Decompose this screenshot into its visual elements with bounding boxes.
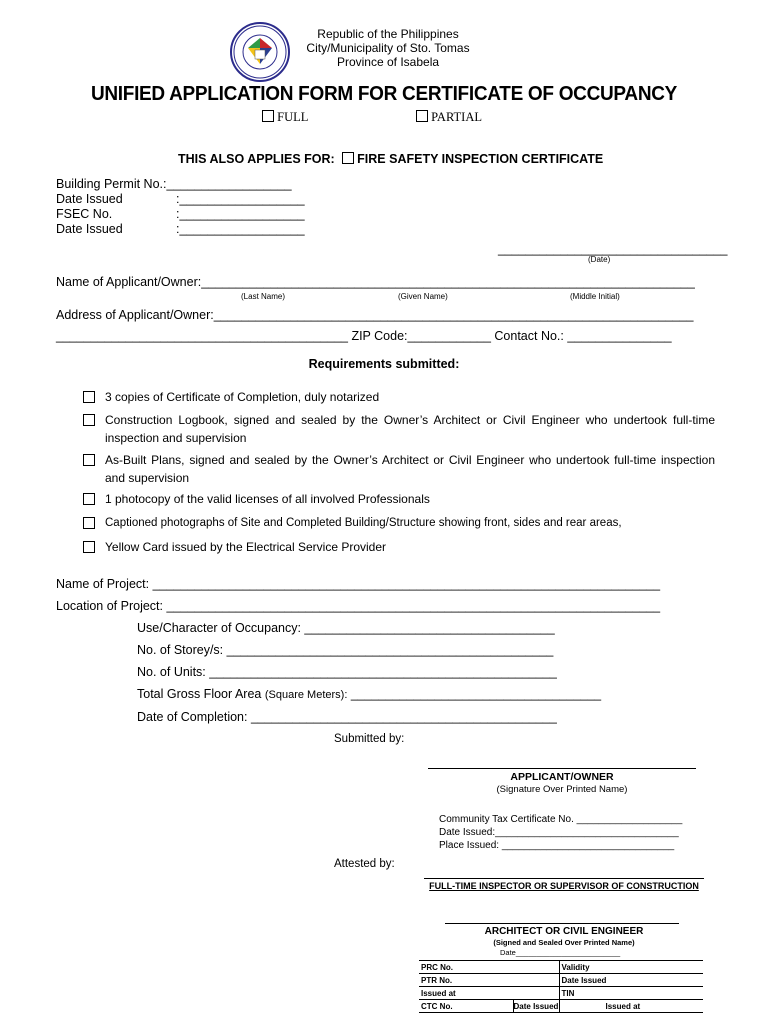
gross-floor-area-field[interactable] xyxy=(137,687,601,701)
prc-cell[interactable]: PRC No. xyxy=(419,961,559,974)
inspector-label: FULL-TIME INSPECTOR OR SUPERVISOR OF CONSTRUCTION xyxy=(429,881,699,891)
fsic-label: FIRE SAFETY INSPECTION CERTIFICATE xyxy=(357,152,604,166)
signed-sealed-caption: (Signed and Sealed Over Printed Name) xyxy=(493,938,635,947)
requirement-checkbox[interactable] xyxy=(83,414,95,426)
partial-label: PARTIAL xyxy=(431,110,483,124)
requirement-item[interactable]: 3 copies of Certificate of Completion, duly notarized xyxy=(83,388,715,406)
validity-cell[interactable]: Validity xyxy=(559,961,703,974)
ctc-issued-at-label: Issued at xyxy=(605,1001,641,1011)
units-field[interactable]: No. of Units: __________________________________________________ xyxy=(137,665,557,679)
municipal-seal xyxy=(230,22,290,82)
full-label: FULL xyxy=(277,110,309,124)
completion-date-field[interactable]: Date of Completion: ____________________________________________ xyxy=(137,710,557,724)
requirement-item[interactable]: Yellow Card issued by the Electrical Service Provider xyxy=(83,538,715,556)
gfa-label: Total Gross Floor Area xyxy=(137,687,262,701)
requirement-checkbox[interactable] xyxy=(83,391,95,403)
requirement-item[interactable]: Construction Logbook, signed and sealed by the Owner’s Architect or Civil Engineer who undertook full-time inspection and supervision xyxy=(83,411,715,447)
issued-at-cell[interactable]: Issued at xyxy=(419,987,559,1000)
table-row xyxy=(419,974,703,987)
fsec-field[interactable]: :__________________ xyxy=(176,207,305,221)
project-location-field[interactable]: Location of Project: _______________________________________________________________________ xyxy=(56,599,661,613)
architect-signature-line[interactable] xyxy=(445,923,679,924)
applicant-signature-line[interactable] xyxy=(428,768,696,769)
requirement-item[interactable]: 1 photocopy of the valid licenses of all involved Professionals xyxy=(83,490,715,508)
seal-emblem-icon xyxy=(232,24,288,80)
fsec-label: FSEC No. xyxy=(56,207,113,221)
date-caption: (Date) xyxy=(588,255,611,264)
ptr-date-cell[interactable]: Date Issued xyxy=(559,974,703,987)
header-province: Province of Isabela xyxy=(336,55,440,69)
full-checkbox[interactable] xyxy=(262,110,274,122)
ctc-place-issued-field[interactable]: Place Issued: _______________________________ xyxy=(439,840,675,851)
full-option[interactable] xyxy=(262,110,308,125)
ctc-issued-at-cell[interactable] xyxy=(559,1000,703,1013)
license-table xyxy=(419,960,703,1013)
date-issued-1-label: Date Issued xyxy=(56,192,123,206)
tin-cell[interactable]: TIN xyxy=(559,987,703,1000)
project-name-field[interactable]: Name of Project: _________________________________________________________________________ xyxy=(56,577,661,591)
submitted-by-label: Submitted by: xyxy=(334,733,405,745)
requirement-checkbox[interactable] xyxy=(83,541,95,553)
ctc-date-issued-field[interactable]: Date Issued:_________________________________ xyxy=(439,827,679,838)
gfa-line: ____________________________________ xyxy=(350,687,602,701)
zip-contact-field[interactable]: __________________________________________ ZIP Code:____________ Contact No.: _______________ xyxy=(56,329,672,343)
ctc-date-label: Date Issued xyxy=(513,1001,559,1011)
partial-option[interactable] xyxy=(416,110,482,125)
ctc-field[interactable]: Community Tax Certificate No. ___________________ xyxy=(439,814,683,825)
inspector-signature-line[interactable] xyxy=(424,878,704,879)
requirements-heading: Requirements submitted: xyxy=(308,357,460,371)
header-republic: Republic of the Philippines xyxy=(317,27,459,41)
applicant-address-field[interactable]: Address of Applicant/Owner:_____________________________________________________________________ xyxy=(56,308,694,322)
occupancy-use-field[interactable]: Use/Character of Occupancy: ____________________________________ xyxy=(137,621,555,635)
gfa-unit: (Square Meters): xyxy=(264,689,348,701)
requirement-item[interactable]: Captioned photographs of Site and Completed Building/Structure showing front, sides and rear areas, xyxy=(83,514,715,532)
building-permit-field[interactable]: Building Permit No.:__________________ xyxy=(56,177,292,191)
given-name-caption: (Given Name) xyxy=(398,292,448,301)
requirement-item[interactable]: As-Built Plans, signed and sealed by the Owner’s Architect or Civil Engineer who undertook full-time inspection and supervision xyxy=(83,451,715,487)
date-issued-2-field[interactable]: :__________________ xyxy=(176,222,305,236)
ctc-no-cell[interactable]: CTC No. xyxy=(419,1000,513,1013)
applicant-name-field[interactable]: Name of Applicant/Owner:_______________________________________________________________________ xyxy=(56,275,695,289)
fsic-checkbox[interactable] xyxy=(342,152,354,164)
ctc-date-cell[interactable] xyxy=(513,1000,559,1013)
storeys-field[interactable]: No. of Storey/s: _______________________________________________ xyxy=(137,643,554,657)
architect-label: ARCHITECT OR CIVIL ENGINEER xyxy=(484,926,644,937)
partial-checkbox[interactable] xyxy=(416,110,428,122)
last-name-caption: (Last Name) xyxy=(241,292,286,301)
attested-by-label: Attested by: xyxy=(334,858,395,870)
middle-initial-caption: (Middle Initial) xyxy=(570,292,620,301)
form-title: UNIFIED APPLICATION FORM FOR CERTIFICATE OF OCCUPANCY xyxy=(90,83,678,106)
requirement-checkbox[interactable] xyxy=(83,454,95,466)
signature-caption: (Signature Over Printed Name) xyxy=(496,784,628,795)
applicant-owner-label: APPLICANT/OWNER xyxy=(510,771,614,783)
applies-for-label: THIS ALSO APPLIES FOR: xyxy=(178,152,335,166)
requirement-checkbox[interactable] xyxy=(83,517,95,529)
architect-date-field[interactable]: Date_________________________ xyxy=(500,948,621,957)
table-row xyxy=(419,961,703,974)
table-row xyxy=(419,987,703,1000)
table-row xyxy=(419,1000,703,1013)
date-issued-1-field[interactable]: :__________________ xyxy=(176,192,305,206)
header-municipality: City/Municipality of Sto. Tomas xyxy=(306,41,470,55)
requirement-checkbox[interactable] xyxy=(83,493,95,505)
date-field[interactable]: _________________________________ xyxy=(498,242,728,256)
date-issued-2-label: Date Issued xyxy=(56,222,123,236)
ptr-cell[interactable]: PTR No. xyxy=(419,974,559,987)
applies-for-row xyxy=(178,152,603,166)
